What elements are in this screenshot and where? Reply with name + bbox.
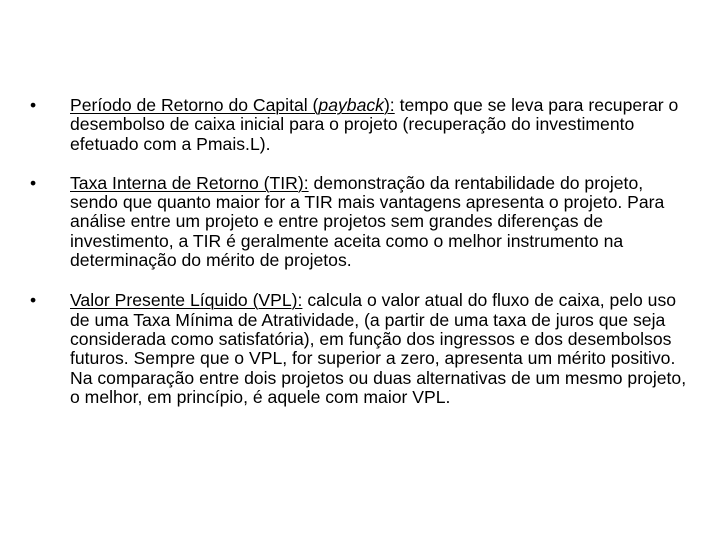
term-vpl: Valor Presente Líquido (VPL): (70, 290, 303, 311)
list-item-vpl (30, 291, 690, 407)
bullet-marker: • (30, 172, 37, 193)
list-item-tir (30, 174, 690, 270)
bullet-marker: • (30, 290, 37, 311)
term-payback (70, 95, 395, 115)
term-payback-part1: Período de Retorno do Capital ( (70, 95, 319, 115)
bullet-marker: • (30, 95, 37, 115)
definition-tir: demonstração da rentabilidade do projeto, sendo que quanto maior for a TIR mais vantagens apresenta o projeto. Para análise entre um projeto e entre projetos sem grandes diferenças de investimento, a TIR é geralmente aceita como o melhor instrumento na determinação do mérito de projetos. (70, 172, 665, 271)
definition-vpl: calcula o valor atual do fluxo de caixa, pelo uso de uma Taxa Mínima de Atratividade, (a partir de uma taxa de juros que seja considerada como satisfatória), em função dos ingressos e dos desembolsos futuros. Sempre que o VPL, for superior a zero, apresenta um mérito positivo. Na comparação entre dois projetos ou duas alternativas de um mesmo projeto, o melhor, em princípio, é aquele com maior VPL. (70, 290, 687, 407)
definition-payback: tempo que se leva para recuperar o desembolso de caixa inicial para o projeto (recuperação do investimento efetuado com a Pmais.L). (70, 95, 679, 154)
term-tir: Taxa Interna de Retorno (TIR): (70, 172, 309, 193)
term-payback-italic: payback (318, 95, 384, 115)
term-payback-part2: ): (383, 95, 395, 115)
bullet-list (30, 96, 690, 427)
list-item-payback (30, 96, 690, 154)
